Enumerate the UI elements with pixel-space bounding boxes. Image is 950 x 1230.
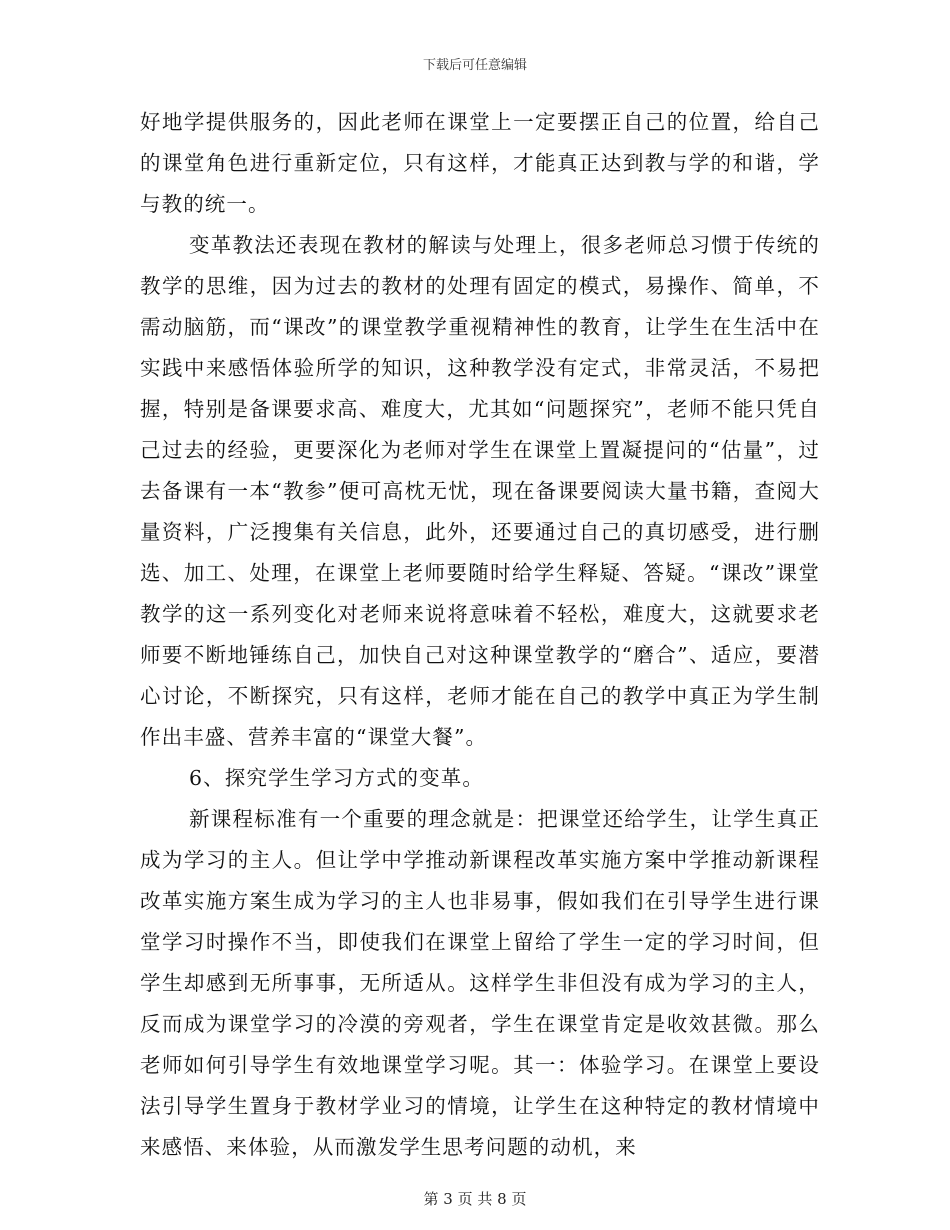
paragraph-1: 好地学提供服务的，因此老师在课堂上一定要摆正自己的位置，给自己的课堂角色进行重新定位，只有这样，才能真正达到教与学的和谐，学与教的统一。 [140, 110, 820, 216]
page-footer: 第 3 页 共 8 页 [423, 1190, 527, 1208]
page-header: 下载后可任意编辑 [422, 58, 527, 73]
section-heading-6: 6、探究学生学习方式的变革。 [189, 766, 484, 790]
document-body [140, 102, 820, 1168]
paragraph-2: 变革教法还表现在教材的解读与处理上，很多老师总习惯于传统的教学的思维，因为过去的教材的处理有固定的模式，易操作、简单，不需动脑筋，而“课改”的课堂教学重视精神性的教育，让学生在生活中在实践中来感悟体验所学的知识，这种教学没有定式，非常灵活，不易把握，特别是备课要求高、难度大，尤其如“问题探究”，老师不能只凭自己过去的经验，更要深化为老师对学生在课堂上置凝提问的“估量”，过去备课有一本“教参”便可高枕无忧，现在备课要阅读大量书籍，查阅大量资料，广泛搜集有关信息，此外，还要通过自己的真切感受，进行删选、加工、处理，在课堂上老师要随时给学生释疑、答疑。“课改”课堂教学的这一系列变化对老师来说将意味着不轻松，难度大，这就要求老师要不断地锤练自己，加快自己对这种课堂教学的“磨合”、适应，要潜心讨论，不断探究，只有这样，老师才能在自己的教学中真正为学生制作出丰盛、营养丰富的“课堂大餐”。 [140, 233, 820, 749]
paragraph-3: 新课程标准有一个重要的理念就是：把课堂还给学生，让学生真正成为学习的主人。但让学中学推动新课程改革实施方案中学推动新课程改革实施方案生成为学习的主人也非易事，假如我们在引导学生进行课堂学习时操作不当，即使我们在课堂上留给了学生一定的学习时间，但学生却感到无所事事，无所适从。这样学生非但没有成为学习的主人，反而成为课堂学习的冷漠的旁观者，学生在课堂肯定是收效甚微。那么老师如何引导学生有效地课堂学习呢。其一：体验学习。在课堂上要设法引导学生置身于教材学业习的情境，让学生在这种特定的教材情境中来感悟、来体验，从而激发学生思考问题的动机，来 [140, 807, 820, 1159]
